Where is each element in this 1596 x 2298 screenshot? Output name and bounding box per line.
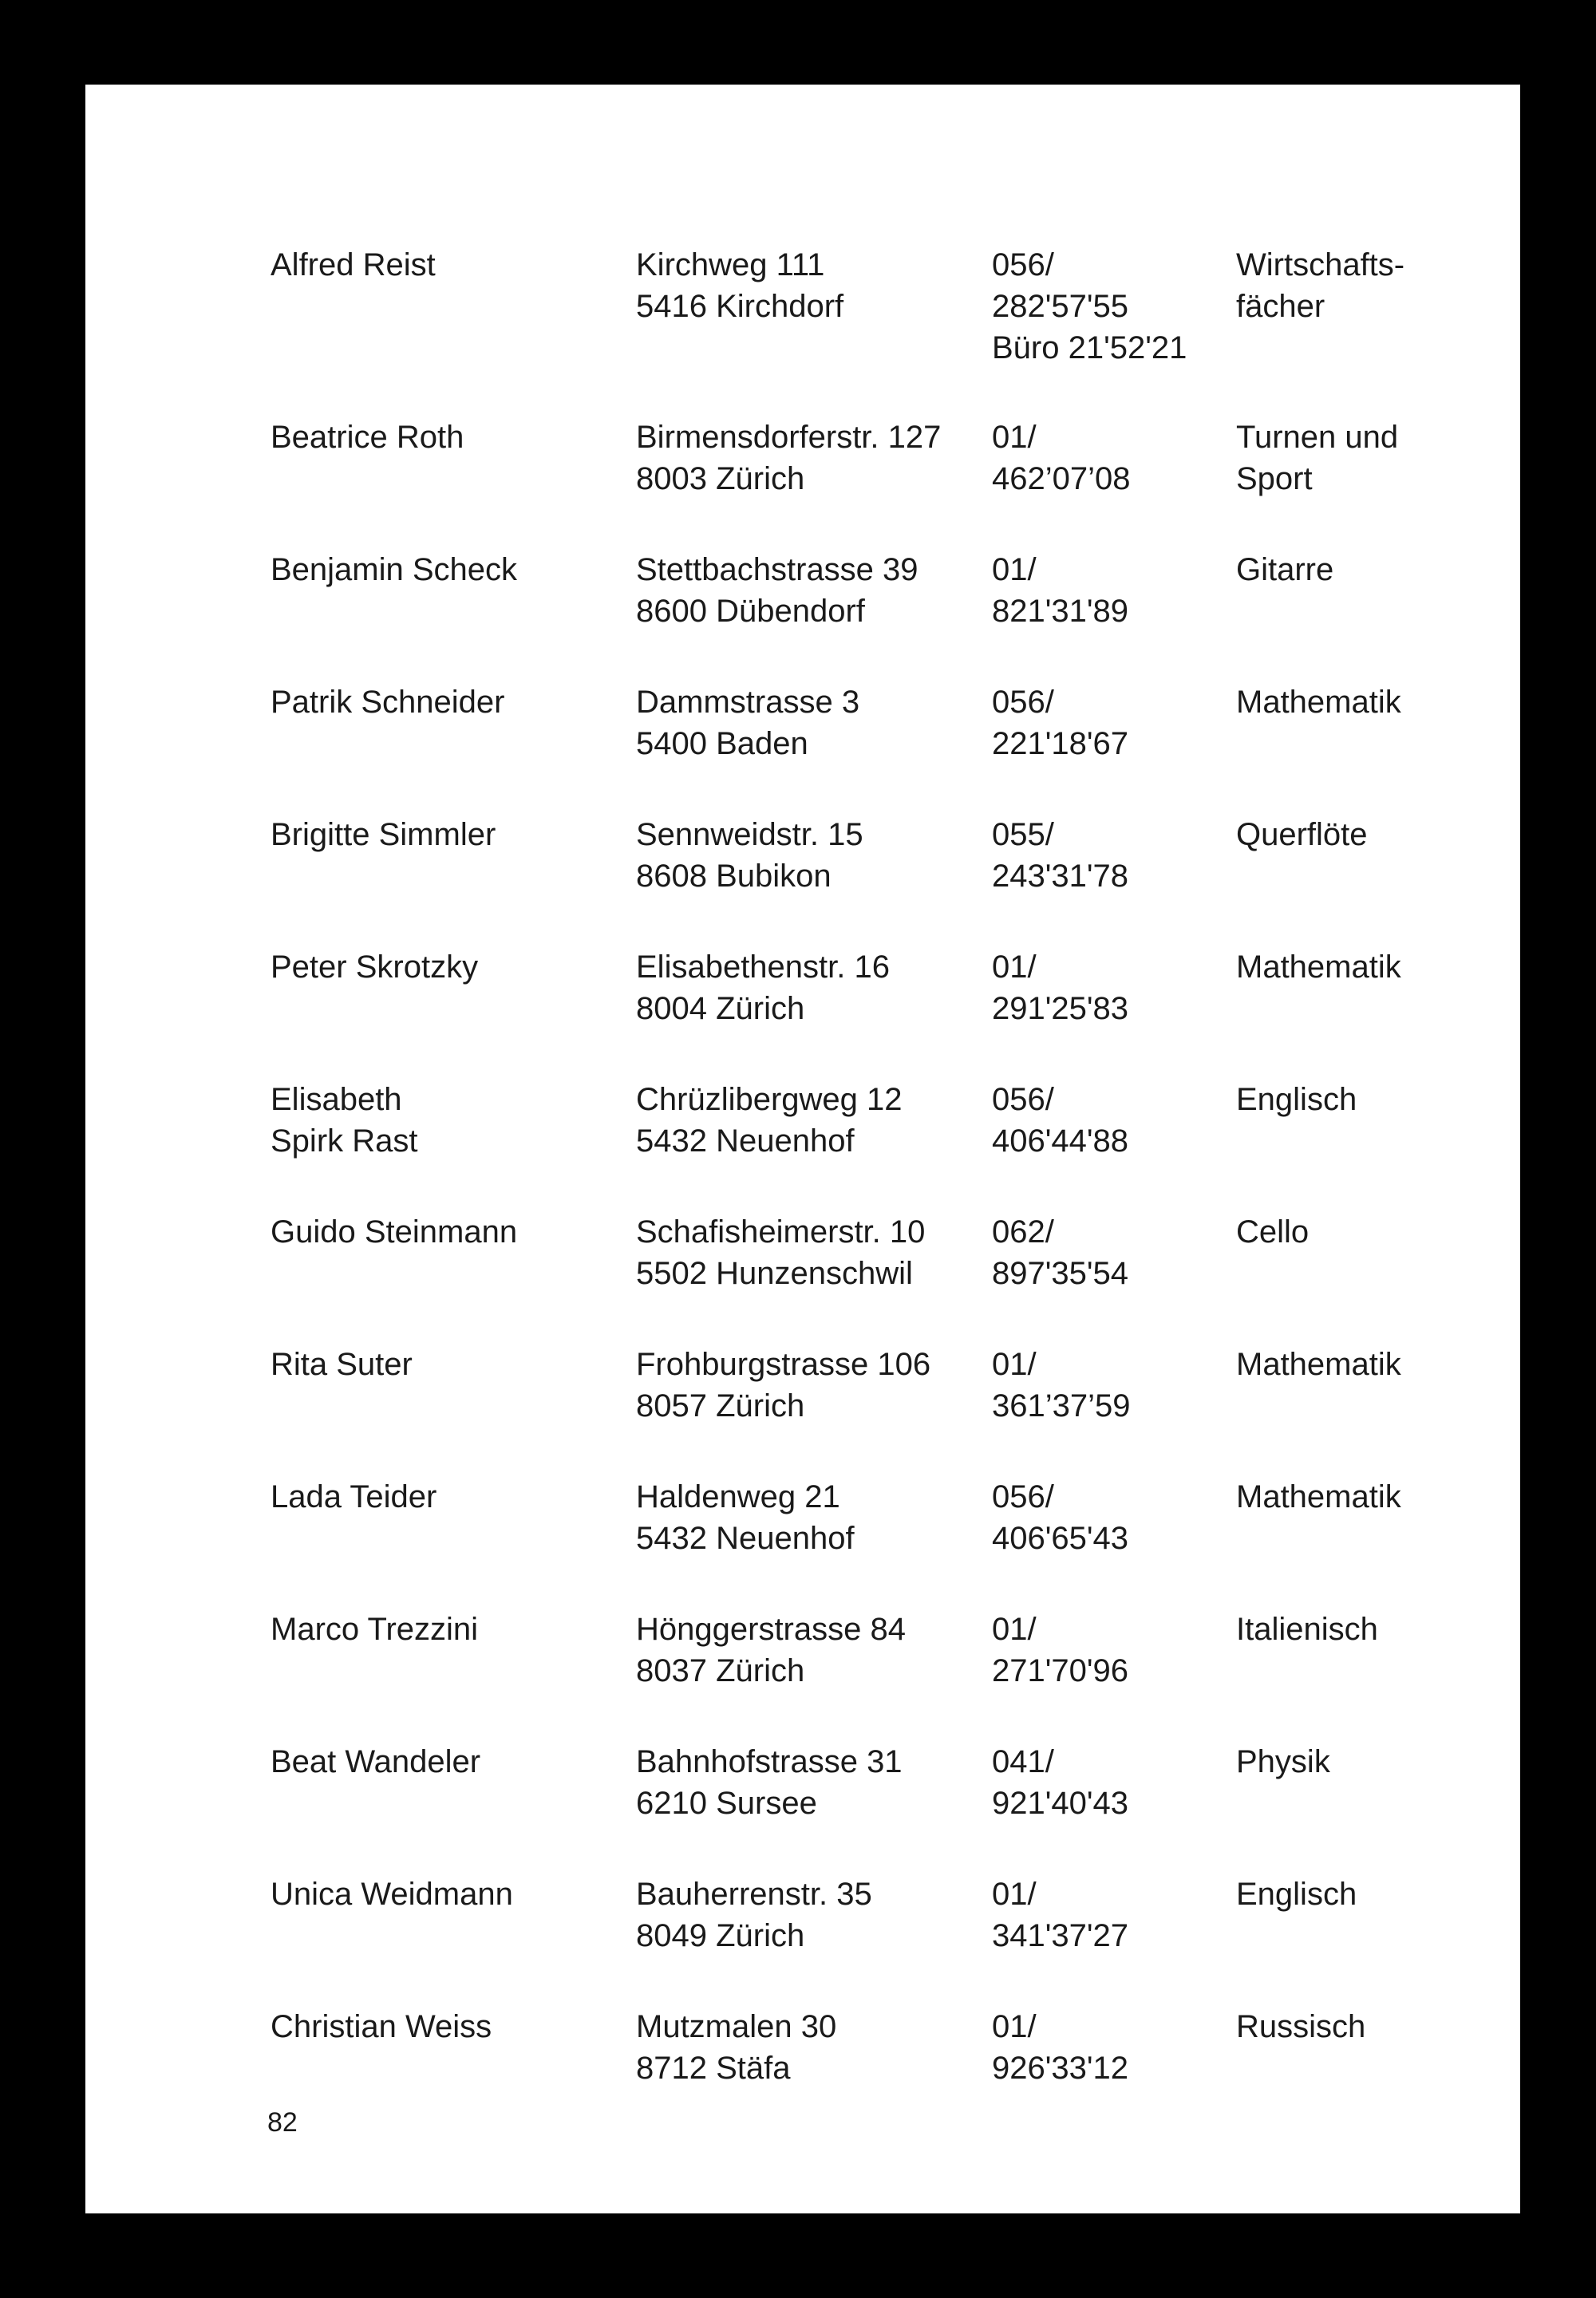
entry-row xyxy=(85,681,1520,785)
entry-row xyxy=(85,1609,1520,1712)
entry-row xyxy=(85,946,1520,1050)
entry-name: Brigitte Simmler xyxy=(271,817,496,852)
entry-subject: Englisch xyxy=(1236,1082,1357,1117)
entry-address: Dammstrasse 3 5400 Baden xyxy=(636,685,860,761)
entry-address: Bahnhofstrasse 31 6210 Sursee xyxy=(636,1744,903,1821)
entry-address: Hönggerstrasse 84 8037 Zürich xyxy=(636,1612,906,1688)
entry-subject: Wirtschafts- fächer xyxy=(1236,247,1405,324)
entry-name: Unica Weidmann xyxy=(271,1877,513,1912)
entry-subject: Turnen und Sport xyxy=(1236,420,1399,496)
entry-name: Lada Teider xyxy=(271,1479,437,1514)
entry-subject: Physik xyxy=(1236,1744,1330,1779)
entry-row xyxy=(85,1741,1520,1845)
entry-row xyxy=(85,1344,1520,1447)
entry-row xyxy=(85,244,1520,365)
entry-row xyxy=(85,417,1520,520)
entry-name: Benjamin Scheck xyxy=(271,552,518,587)
entry-phone: 01/ 271'70'96 xyxy=(992,1612,1128,1688)
entry-phone: 056/ 406'65'43 xyxy=(992,1479,1128,1556)
entry-phone: 041/ 921'40'43 xyxy=(992,1744,1128,1821)
entry-phone: 01/ 341'37'27 xyxy=(992,1877,1128,1953)
entry-address: Stettbachstrasse 39 8600 Dübendorf xyxy=(636,552,918,629)
page-number: 82 xyxy=(267,2107,298,2138)
entry-name: Beat Wandeler xyxy=(271,1744,481,1779)
entry-address: Chrüzlibergweg 12 5432 Neuenhof xyxy=(636,1082,903,1159)
entry-name: Marco Trezzini xyxy=(271,1612,479,1647)
entry-row xyxy=(85,814,1520,918)
entry-address: Kirchweg 111 5416 Kirchdorf xyxy=(636,247,844,324)
entry-name: Peter Skrotzky xyxy=(271,950,479,985)
entry-name: Elisabeth Spirk Rast xyxy=(271,1082,418,1159)
entry-subject: Mathematik xyxy=(1236,685,1401,720)
entry-name: Christian Weiss xyxy=(271,2009,492,2044)
entry-subject: Querflöte xyxy=(1236,817,1368,852)
entry-subject: Mathematik xyxy=(1236,950,1401,985)
entry-row xyxy=(85,1874,1520,1977)
entry-name: Patrik Schneider xyxy=(271,685,505,720)
entry-address: Elisabethenstr. 16 8004 Zürich xyxy=(636,950,890,1026)
entry-phone: 01/ 291'25'83 xyxy=(992,950,1128,1026)
entry-subject: Englisch xyxy=(1236,1877,1357,1912)
entry-phone: 01/ 462’07’08 xyxy=(992,420,1131,496)
entry-row xyxy=(85,549,1520,653)
entry-row xyxy=(85,1079,1520,1183)
entry-phone: 055/ 243'31'78 xyxy=(992,817,1128,894)
entry-phone: 056/ 282'57'55 Büro 21'52'21 xyxy=(992,247,1187,365)
entry-subject: Cello xyxy=(1236,1214,1310,1250)
entry-subject: Gitarre xyxy=(1236,552,1334,587)
entry-phone: 01/ 926'33'12 xyxy=(992,2009,1128,2086)
entry-name: Rita Suter xyxy=(271,1347,413,1382)
entry-address: Sennweidstr. 15 8608 Bubikon xyxy=(636,817,863,894)
entry-subject: Mathematik xyxy=(1236,1347,1401,1382)
entry-subject: Mathematik xyxy=(1236,1479,1401,1514)
entry-address: Haldenweg 21 5432 Neuenhof xyxy=(636,1479,855,1556)
document-page xyxy=(85,85,1520,2213)
entry-phone: 062/ 897'35'54 xyxy=(992,1214,1128,1291)
entry-phone: 056/ 221'18'67 xyxy=(992,685,1128,761)
entry-name: Alfred Reist xyxy=(271,247,436,282)
entry-name: Beatrice Roth xyxy=(271,420,464,455)
entry-phone: 01/ 821'31'89 xyxy=(992,552,1128,629)
entry-row xyxy=(85,1476,1520,1580)
entry-phone: 056/ 406'44'88 xyxy=(992,1082,1128,1159)
entry-row xyxy=(85,1211,1520,1315)
entry-subject: Russisch xyxy=(1236,2009,1366,2044)
entry-address: Mutzmalen 30 8712 Stäfa xyxy=(636,2009,837,2086)
entry-address: Frohburgstrasse 106 8057 Zürich xyxy=(636,1347,931,1423)
entry-address: Birmensdorferstr. 127 8003 Zürich xyxy=(636,420,942,496)
entry-phone: 01/ 361’37’59 xyxy=(992,1347,1131,1423)
entry-address: Schafisheimerstr. 10 5502 Hunzenschwil xyxy=(636,1214,926,1291)
entry-name: Guido Steinmann xyxy=(271,1214,518,1250)
entry-row xyxy=(85,2006,1520,2110)
entry-address: Bauherrenstr. 35 8049 Zürich xyxy=(636,1877,872,1953)
entry-subject: Italienisch xyxy=(1236,1612,1378,1647)
